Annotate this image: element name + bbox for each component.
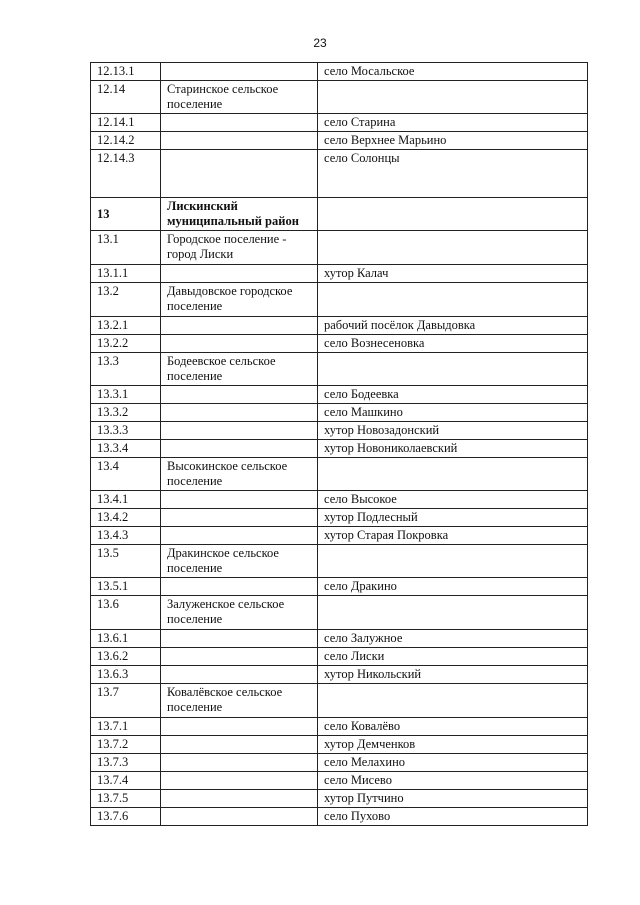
locality-cell: [318, 81, 588, 114]
table-row: [91, 718, 588, 736]
table-row: [91, 386, 588, 404]
settlement-cell: [161, 404, 318, 422]
table-row: [91, 458, 588, 491]
settlement-cell: Лискинский муниципальный район: [161, 198, 318, 231]
locality-cell: село Мисево: [318, 772, 588, 790]
table-row: [91, 150, 588, 198]
table-row: [91, 265, 588, 283]
table-row: [91, 335, 588, 353]
row-number-cell: 13.2.2: [91, 335, 161, 353]
settlement-cell: Городское поселение - город Лиски: [161, 231, 318, 265]
locality-cell: село Солонцы: [318, 150, 588, 198]
table-row: [91, 509, 588, 527]
locality-cell: [318, 596, 588, 630]
row-number-cell: 13.2.1: [91, 317, 161, 335]
row-number-cell: 13.4: [91, 458, 161, 491]
row-number-cell: 13.7.3: [91, 754, 161, 772]
locality-cell: село Мосальское: [318, 63, 588, 81]
table-row: [91, 808, 588, 826]
settlement-cell: [161, 630, 318, 648]
table-row: [91, 527, 588, 545]
settlement-cell: Ковалёвское сельское поселение: [161, 684, 318, 718]
settlement-cell: [161, 265, 318, 283]
settlement-cell: [161, 527, 318, 545]
locality-cell: село Лиски: [318, 648, 588, 666]
settlement-cell: [161, 150, 318, 198]
locality-cell: село Старина: [318, 114, 588, 132]
settlement-cell: Старинское сельское поселение: [161, 81, 318, 114]
settlement-cell: [161, 578, 318, 596]
settlement-cell: [161, 718, 318, 736]
locality-cell: село Верхнее Марьино: [318, 132, 588, 150]
row-number-cell: 13.6.2: [91, 648, 161, 666]
table-row: [91, 317, 588, 335]
table-row: [91, 790, 588, 808]
settlement-cell: [161, 666, 318, 684]
table-row: [91, 404, 588, 422]
settlement-cell: Бодеевское сельское поселение: [161, 353, 318, 386]
table-row: [91, 283, 588, 317]
locality-cell: хутор Калач: [318, 265, 588, 283]
table-row: [91, 630, 588, 648]
locality-cell: [318, 283, 588, 317]
row-number-cell: 13.7.2: [91, 736, 161, 754]
settlement-cell: [161, 754, 318, 772]
page-number: 23: [313, 36, 327, 50]
row-number-cell: 12.14.3: [91, 150, 161, 198]
row-number-cell: 13.6: [91, 596, 161, 630]
settlement-cell: [161, 736, 318, 754]
settlement-cell: [161, 386, 318, 404]
settlement-cell: [161, 648, 318, 666]
settlement-cell: [161, 114, 318, 132]
locality-cell: [318, 231, 588, 265]
settlement-cell: [161, 317, 318, 335]
row-number-cell: 13.7: [91, 684, 161, 718]
row-number-cell: 13.7.6: [91, 808, 161, 826]
row-number-cell: 13.3.2: [91, 404, 161, 422]
locality-cell: хутор Новозадонский: [318, 422, 588, 440]
locality-cell: село Ковалёво: [318, 718, 588, 736]
table-row: [91, 545, 588, 578]
locality-cell: хутор Никольский: [318, 666, 588, 684]
table-row: [91, 596, 588, 630]
row-number-cell: 13.6.1: [91, 630, 161, 648]
row-number-cell: 12.14: [91, 81, 161, 114]
table-row: [91, 772, 588, 790]
locality-cell: село Вознесеновка: [318, 335, 588, 353]
settlement-cell: [161, 422, 318, 440]
locality-cell: хутор Новониколаевский: [318, 440, 588, 458]
row-number-cell: 13.3.3: [91, 422, 161, 440]
locality-cell: село Высокое: [318, 491, 588, 509]
locality-cell: хутор Демченков: [318, 736, 588, 754]
settlement-cell: [161, 132, 318, 150]
settlements-table-body: [91, 63, 588, 826]
locality-cell: село Залужное: [318, 630, 588, 648]
locality-cell: село Дракино: [318, 578, 588, 596]
table-row: [91, 666, 588, 684]
locality-cell: [318, 684, 588, 718]
settlement-cell: [161, 790, 318, 808]
table-row: [91, 491, 588, 509]
row-number-cell: 13.3: [91, 353, 161, 386]
locality-cell: хутор Старая Покровка: [318, 527, 588, 545]
settlement-cell: [161, 509, 318, 527]
locality-cell: хутор Подлесный: [318, 509, 588, 527]
locality-cell: село Машкино: [318, 404, 588, 422]
row-number-cell: 13.2: [91, 283, 161, 317]
row-number-cell: 13.1.1: [91, 265, 161, 283]
row-number-cell: 13.5.1: [91, 578, 161, 596]
locality-cell: село Бодеевка: [318, 386, 588, 404]
table-row: [91, 353, 588, 386]
table-row: [91, 684, 588, 718]
row-number-cell: 13.6.3: [91, 666, 161, 684]
settlement-cell: Высокинское сельское поселение: [161, 458, 318, 491]
row-number-cell: 12.13.1: [91, 63, 161, 81]
table-row: [91, 81, 588, 114]
row-number-cell: 12.14.2: [91, 132, 161, 150]
settlement-cell: Дракинское сельское поселение: [161, 545, 318, 578]
locality-cell: хутор Путчино: [318, 790, 588, 808]
table-row: [91, 198, 588, 231]
table-row: [91, 754, 588, 772]
settlement-cell: [161, 772, 318, 790]
locality-cell: [318, 198, 588, 231]
table-row: [91, 422, 588, 440]
row-number-cell: 13: [91, 198, 161, 231]
table-row: [91, 648, 588, 666]
row-number-cell: 13.4.2: [91, 509, 161, 527]
table-row: [91, 132, 588, 150]
locality-cell: село Пухово: [318, 808, 588, 826]
row-number-cell: 13.7.1: [91, 718, 161, 736]
settlements-table: [90, 62, 588, 826]
settlement-cell: Давыдовское городское поселение: [161, 283, 318, 317]
row-number-cell: 13.4.3: [91, 527, 161, 545]
row-number-cell: 13.3.4: [91, 440, 161, 458]
settlement-cell: [161, 440, 318, 458]
row-number-cell: 13.7.5: [91, 790, 161, 808]
settlement-cell: [161, 491, 318, 509]
settlement-cell: [161, 63, 318, 81]
row-number-cell: 13.5: [91, 545, 161, 578]
table-row: [91, 114, 588, 132]
table-row: [91, 736, 588, 754]
settlement-cell: [161, 808, 318, 826]
settlement-cell: Залуженское сельское поселение: [161, 596, 318, 630]
table-row: [91, 578, 588, 596]
locality-cell: село Мелахино: [318, 754, 588, 772]
row-number-cell: 12.14.1: [91, 114, 161, 132]
locality-cell: [318, 458, 588, 491]
table-row: [91, 63, 588, 81]
table-row: [91, 440, 588, 458]
locality-cell: [318, 545, 588, 578]
locality-cell: рабочий посёлок Давыдовка: [318, 317, 588, 335]
row-number-cell: 13.3.1: [91, 386, 161, 404]
table-row: [91, 231, 588, 265]
row-number-cell: 13.1: [91, 231, 161, 265]
row-number-cell: 13.7.4: [91, 772, 161, 790]
locality-cell: [318, 353, 588, 386]
settlement-cell: [161, 335, 318, 353]
row-number-cell: 13.4.1: [91, 491, 161, 509]
